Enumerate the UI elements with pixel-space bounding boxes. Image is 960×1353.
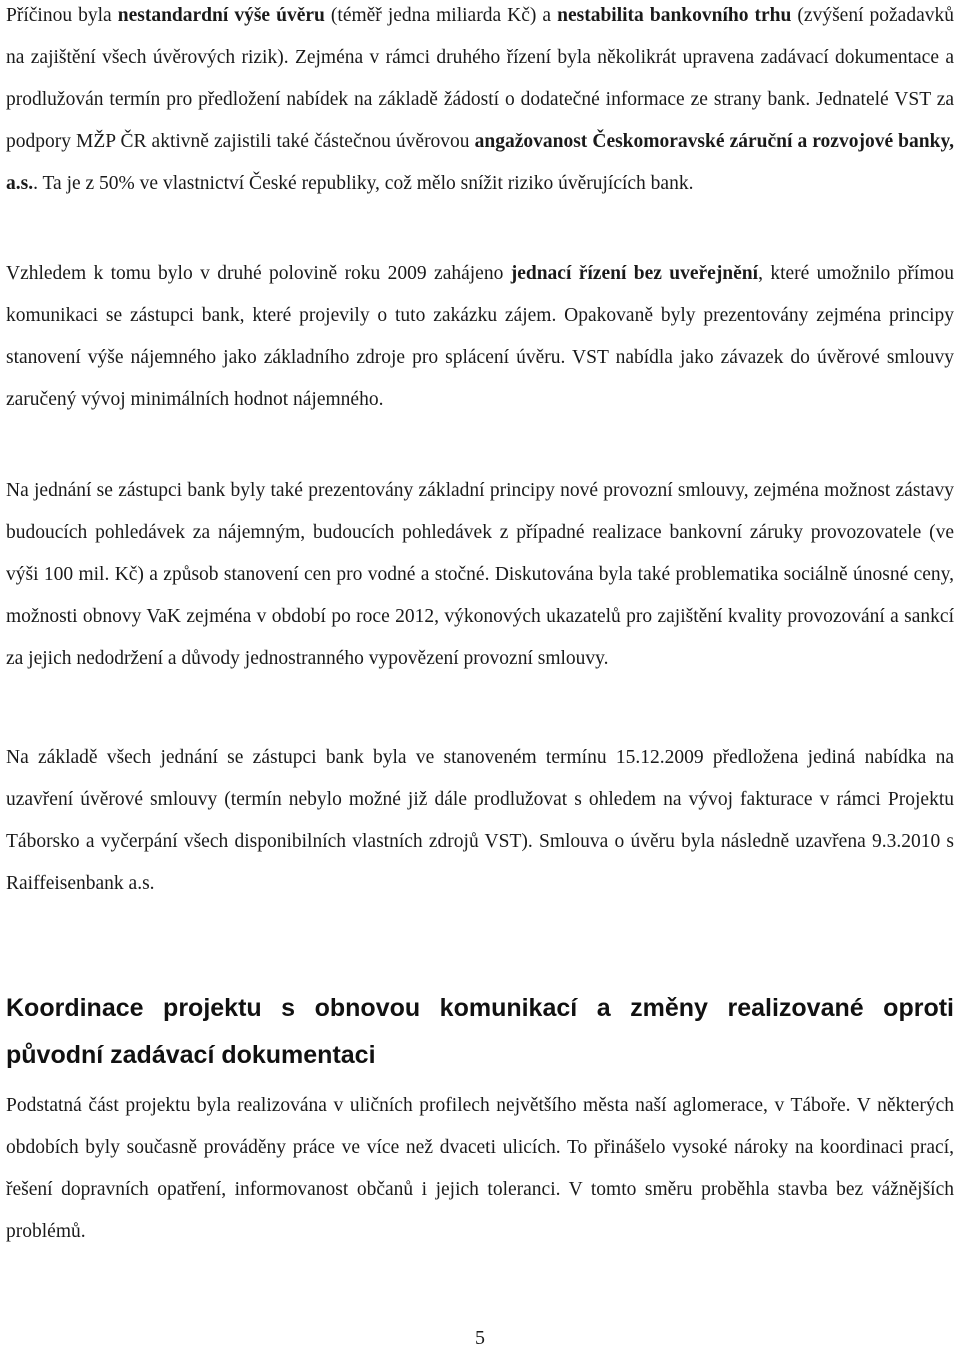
bold-span: nestandardní výše úvěru	[117, 5, 325, 26]
text-span: Příčinou byla	[6, 5, 118, 26]
paragraph-bank-meetings: Na jednání se zástupci bank byly také prezentovány základní principy nové provozní smlouvy, zejména možnost zástavy budoucích pohledávek za nájemným, budoucích pohledávek z případné realizace bankovní záruky provozovatele (ve výši 100 mil. Kč) a způsob stanovení cen pro vodné a stočné. Diskutována byla také problematika sociálně únosné ceny, možnosti obnovy VaK zejména v období po roce 2012, výkonových ukazatelů pro zajištění kvality provozování a sankcí za jejich nedodržení a důvody jednostranného vypovězení provozní smlouvy.	[6, 480, 954, 669]
text-span: (téměř jedna miliarda Kč) a	[324, 5, 558, 26]
bold-span: jednací řízení bez uveřejnění	[510, 263, 759, 284]
text-span: , které umožnilo přímou komunikaci se zástupci bank, které projevily o tuto zakázku zájem. Opakovaně byly prezentovány zejména principy stanovení výše nájemného jako základního zdroje pro splácení úvěru. VST nabídla jako závazek do úvěrové smlouvy zaručený vývoj minimálních hodnot nájemného.	[6, 263, 955, 410]
paragraph-loan-offer: Na základě všech jednání se zástupci bank byla ve stanoveném termínu 15.12.2009 předložena jediná nabídka na uzavření úvěrové smlouvy (termín nebylo možné již dále prodlužovat s ohledem na vývoj fakturace v rámci Projektu Táborsko a vyčerpání všech disponibilních vlastních zdrojů VST). Smlouva o úvěru byla následně uzavřena 9.3.2010 s Raiffeisenbank a.s.	[6, 747, 954, 894]
paragraph-loan-problems	[6, 0, 954, 205]
page-number: 5	[475, 1327, 485, 1349]
bold-span: nestabilita bankovního trhu	[557, 5, 792, 26]
paragraph-negotiation	[6, 253, 954, 421]
text-span: (zvýšení požadavků na zajištění všech úvěrových rizik). Zejména v rámci druhého řízení byla několikrát upravena zadávací dokumentace a prodlužován termín pro předložení nabídek na základě žádostí o dodatečné informace ze strany bank. Jednatelé VST za podpory MŽP ČR aktivně zajistili také částečnou úvěrovou	[6, 5, 954, 152]
paragraph-coordination: Podstatná část projektu byla realizována v uličních profilech největšího města naší aglomerace, v Táboře. V některých obdobích byly současně prováděny práce ve více než dvaceti ulicích. To přinášelo vysoké nároky na koordinaci prací, řešení dopravních opatření, informovanost občanů i jejich toleranci. V tomto směru proběhla stavba bez vážnějších problémů.	[6, 1095, 954, 1242]
section-heading: Koordinace projektu s obnovou komunikací a změny realizované oproti původní zadávací dokumentaci	[6, 994, 954, 1069]
text-span: Vzhledem k tomu bylo v druhé polovině roku 2009 zahájeno	[6, 263, 511, 284]
bold-span: angažovanost Českomoravské záruční a rozvojové banky, a.s.	[6, 131, 954, 194]
text-span: . Ta je z 50% ve vlastnictví České republiky, což mělo snížit riziko úvěrujících bank.	[33, 173, 694, 194]
